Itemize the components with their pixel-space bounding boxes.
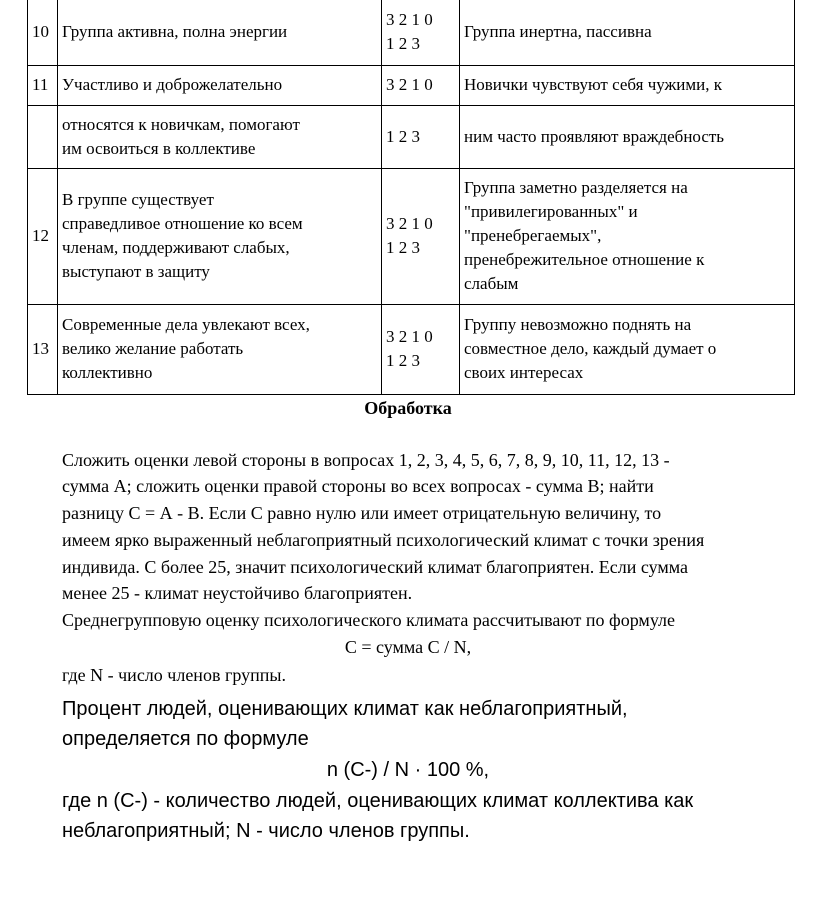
right-statement: Новички чувствуют себя чужими, к — [460, 65, 795, 105]
row-number: 10 — [28, 0, 58, 65]
left-statement: относятся к новичкам, помогают им освоиться в коллективе — [58, 105, 382, 168]
left-statement: Группа активна, полна энергии — [58, 0, 382, 65]
rating-scale: 1 2 3 — [382, 105, 460, 168]
left-statement: Современные дела увлекают всех, велико желание работать коллективно — [58, 304, 382, 394]
paragraph-line: сумма А; сложить оценки правой стороны во всех вопросах - сумма В; найти — [62, 476, 654, 496]
table-row — [28, 0, 795, 65]
right-statement: ним часто проявляют враждебность — [460, 105, 795, 168]
paragraph-line: определяется по формуле — [62, 728, 309, 750]
paragraph-line: менее 25 - климат неустойчиво благоприятен. — [62, 583, 413, 603]
row-number: 11 — [28, 65, 58, 105]
rating-scale: 3 2 1 0 1 2 3 — [382, 0, 460, 65]
paragraph-line: Процент людей, оценивающих климат как неблагоприятный, — [62, 698, 628, 720]
formula-mean: С = сумма С / N, — [344, 637, 472, 657]
paragraph-line: Среднегрупповую оценку психологического климата рассчитывают по формуле — [62, 610, 676, 630]
table-row — [28, 168, 795, 304]
paragraph-line: индивида. С более 25, значит психологический климат благоприятен. Если сумма — [62, 557, 689, 577]
table-row — [28, 65, 795, 105]
row-number — [28, 105, 58, 168]
table-row — [28, 304, 795, 394]
section-title: Обработка — [364, 398, 452, 418]
survey-table — [27, 0, 795, 395]
table-row — [28, 105, 795, 168]
paragraph-line: где N - число членов группы. — [62, 665, 286, 685]
left-statement: Участливо и доброжелательно — [58, 65, 382, 105]
formula-percent: n (С-) / N · 100 %, — [326, 759, 490, 781]
rating-scale: 3 2 1 0 1 2 3 — [382, 304, 460, 394]
row-number: 13 — [28, 304, 58, 394]
paragraph-line: имеем ярко выраженный неблагоприятный психологический климат с точки зрения — [62, 530, 705, 550]
paragraph-line: неблагоприятный; N - число членов группы. — [62, 820, 470, 842]
paragraph-line: разницу С = А - В. Если С равно нулю или имеет отрицательную величину, то — [62, 503, 662, 523]
right-statement: Группу невозможно поднять на совместное дело, каждый думает о своих интересах — [460, 304, 795, 394]
paragraph-line: где n (С-) - количество людей, оценивающих климат коллектива как — [62, 790, 694, 812]
row-number: 12 — [28, 168, 58, 304]
rating-scale: 3 2 1 0 1 2 3 — [382, 168, 460, 304]
right-statement: Группа инертна, пассивна — [460, 0, 795, 65]
left-statement: В группе существует справедливое отношение ко всем членам, поддерживают слабых, выступают в защиту — [58, 168, 382, 304]
paragraph-line: Сложить оценки левой стороны в вопросах 1, 2, 3, 4, 5, 6, 7, 8, 9, 10, 11, 12, 13 - — [62, 450, 670, 470]
right-statement: Группа заметно разделяется на "привилегированных" и "пренебрегаемых", пренебрежительное отношение к слабым — [460, 168, 795, 304]
rating-scale: 3 2 1 0 — [382, 65, 460, 105]
